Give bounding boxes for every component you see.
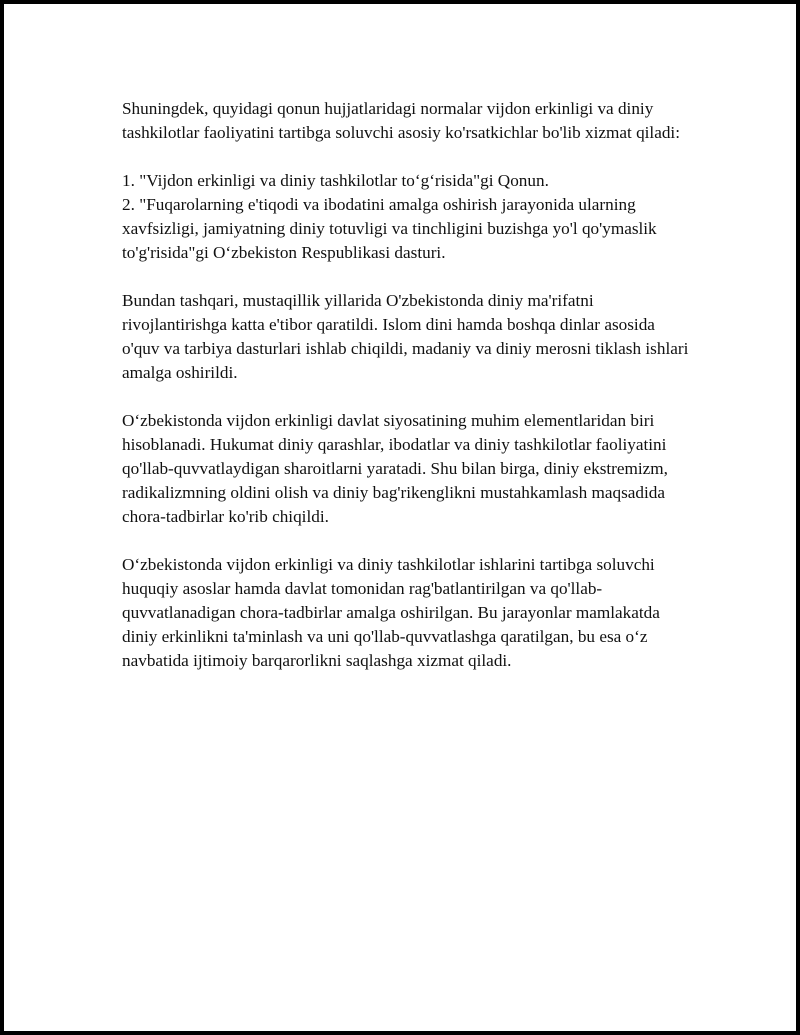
list-item: 1. "Vijdon erkinligi va diniy tashkilotlar to‘g‘risida"gi Qonun. bbox=[122, 171, 549, 190]
paragraph-state-policy: O‘zbekistonda vijdon erkinligi davlat siyosatining muhim elementlaridan biri hisoblanadi. Hukumat diniy qarashlar, ibodatlar va diniy tashkilotlar faoliyatini qo'llab-quvvatlaydigan sharoitlarni yaratadi. Shu bilan birga, diniy ekstremizm, radikalizmning oldini olish va diniy bag'rikenglikni mustahkamlash maqsadida chora-tadbirlar ko'rib chiqildi. bbox=[122, 411, 668, 526]
paragraph-enlightenment: Bundan tashqari, mustaqillik yillarida O'zbekistonda diniy ma'rifatni rivojlantirishga katta e'tibor qaratildi. Islom dini hamda boshqa dinlar asosida o'quv va tarbiya dasturlari ishlab chiqildi, madaniy va diniy merosni tiklash ishlari amalga oshirildi. bbox=[122, 291, 689, 382]
document-body bbox=[122, 97, 692, 697]
law-list bbox=[122, 169, 692, 265]
list-item: 2. "Fuqarolarning e'tiqodi va ibodatini amalga oshirish jarayonida ularning xavfsizligi, jamiyatning diniy totuvligi va tinchligini buzishga yo'l qo'ymaslik to'g'risida"gi O‘zbekiston Respublikasi dasturi. bbox=[122, 195, 657, 262]
paragraph-legal-basis: O‘zbekistonda vijdon erkinligi va diniy tashkilotlar ishlarini tartibga soluvchi huquqiy asoslar hamda davlat tomonidan rag'batlantirilgan va qo'llab-quvvatlanadigan chora-tadbirlar amalga oshirilgan. Bu jarayonlar mamlakatda diniy erkinlikni ta'minlash va uni qo'llab-quvvatlashga qaratilgan, bu esa o‘z navbatida ijtimoiy barqarorlikni saqlashga xizmat qiladi. bbox=[122, 555, 660, 670]
intro-paragraph: Shuningdek, quyidagi qonun hujjatlaridagi normalar vijdon erkinligi va diniy tashkilotlar faoliyatini tartibga soluvchi asosiy ko'rsatkichlar bo'lib xizmat qiladi: bbox=[122, 99, 680, 142]
